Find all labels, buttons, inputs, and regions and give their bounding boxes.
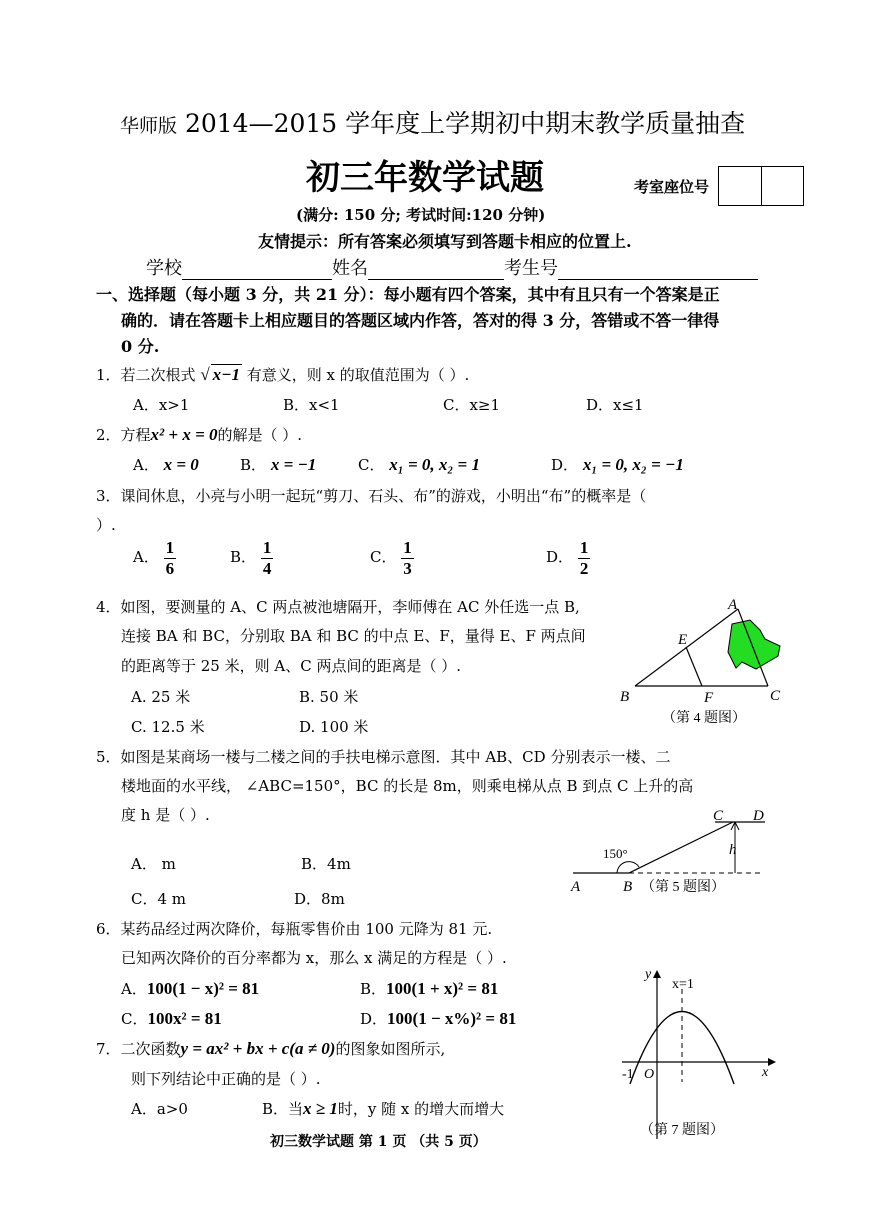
seat-cell [719,167,761,205]
q7-figure [612,964,782,1144]
angle-label: 150° [603,846,628,861]
option-label: A． [133,456,159,474]
label-c: C [770,688,781,704]
q4-option-d: D. 100 米 [299,718,369,736]
option-label: D． [546,548,574,567]
numerator: 1 [165,538,175,557]
seat-cell [761,167,804,205]
height-arrow-top [735,822,739,830]
option-label: B． [230,548,257,567]
y-axis-arrow [653,970,661,978]
q2-option-a [133,454,199,475]
label-a: A [728,597,738,613]
symmetry-label: x=1 [672,977,694,992]
friendly-tip: 友情提示：所有答案必须填写到答题卡相应的位置上. [258,232,632,251]
q2-equation: x² + x = 0 [150,425,218,444]
q7-option-b [262,1098,504,1119]
seat-number-box [718,166,804,206]
question-1 [96,364,469,385]
option-label: B．当 [262,1100,304,1118]
pond-shape [728,620,780,669]
numerator: 1 [579,538,589,557]
neg-one-label: -1 [622,1067,634,1082]
section-heading-line2: 确的．请在答题卡上相应题目的答题区域内作答，答对的得 3 分，答错或不答一律得 [121,311,720,330]
q5-option-b: B．4m [301,855,351,873]
y-label: y [645,967,652,982]
escalator-bc [629,822,733,873]
question-4-line2: 连接 BA 和 BC，分别取 BA 和 BC 的中点 E、F，量得 E、F 两点间 [121,627,586,645]
edition-label: 华师版 [120,115,178,137]
question-4-line3: 的距离等于 25 米，则 A、C 两点间的距离是（ ）. [121,657,462,675]
label-f: F [704,690,714,706]
option-label: C． [370,548,397,567]
page-footer: 初三数学试题 第 1 页 （共 5 页） [270,1134,487,1150]
option-math: x₁ = 0, x₂ = −1 [582,455,684,474]
question-7 [96,1038,445,1059]
denominator: 6 [165,558,175,578]
question-2 [96,424,302,445]
question-4-line1: 4．如图，要测量的 A、C 两点被池塘隔开，李师傅在 AC 外任选一点 B, [96,598,580,616]
option-text: 时，y 随 x 的增大而增大 [337,1100,505,1118]
option-label: A． [121,980,147,998]
q6-option-a [121,978,259,999]
fig5-caption: （第 5 题图） [641,880,725,895]
label-d: D [753,808,764,824]
q7-equation: y = ax² + bx + c(a ≠ 0) [180,1039,336,1058]
student-info-row [146,254,758,280]
q5-option-a: A． m [131,855,176,873]
q1-option-a: A．x>1 [133,396,190,414]
q4-option-a: A. 25 米 [131,688,191,706]
fig7-caption: （第 7 题图） [640,1123,724,1138]
radicand: x−1 [212,365,240,384]
question-7-line2: 则下列结论中正确的是（ ）. [131,1070,321,1088]
x-axis-arrow [768,1058,776,1066]
q2-option-b [240,454,316,475]
option-label: C． [121,1010,148,1028]
section-heading-line1: 一、选择题（每小题 3 分，共 21 分）：每小题有四个答案，其中有且只有一个答案是正 [96,285,720,304]
q6-option-b [360,978,498,999]
q2-stem: 2．方程 [96,426,151,444]
x-label: x [762,1065,769,1080]
question-3: 3．课间休息，小亮与小明一起玩“剪刀、石头、布”的游戏，小明出“布”的概率是（ [96,487,647,505]
q5-option-d: D．8m [294,890,345,908]
q3-option-d [546,538,590,578]
question-6-line1: 6．某药品经过两次降价，每瓶零售价由 100 元降为 81 元. [96,920,493,938]
option-label: B． [360,980,387,998]
denominator: 2 [579,558,589,578]
id-label: 考生号 [504,258,558,279]
q3-option-a [133,538,176,578]
denominator: 4 [262,558,272,578]
label-h: h [729,842,737,858]
option-label: C． [358,456,385,474]
label-b: B [623,879,633,895]
numerator: 1 [262,538,272,557]
option-label: B． [240,456,267,474]
id-blank [558,261,758,280]
q4-option-b: B. 50 米 [299,688,359,706]
option-label: A． [133,548,159,567]
school-blank [182,261,332,280]
exam-header-text: 2014—2015 学年度上学期初中期末教学质量抽查 [177,109,746,138]
option-math: x = −1 [270,455,317,474]
q5-figure [565,800,775,900]
q1-option-c: C．x≥1 [443,396,501,414]
q6-option-d [360,1008,516,1029]
section-heading-line3: 0 分. [121,337,160,356]
q7-option-a: A．a>0 [131,1100,188,1118]
option-math: 100(1 − x%)² = 81 [387,1009,517,1028]
exam-header [120,104,745,140]
school-label: 学校 [146,258,182,279]
q1-stem-end: 有意义，则 x 的取值范围为（ ）. [246,366,470,384]
q3-option-b [230,538,273,578]
q4-figure [610,594,795,734]
fraction [261,538,274,578]
q2-stem-end: 的解是（ ）. [217,426,303,444]
exam-meta: (满分: 150 分; 考试时间:120 分钟) [296,206,546,224]
name-label: 姓名 [332,258,368,279]
option-math: 100(1 − x)² = 81 [146,979,260,998]
option-label: D． [551,456,579,474]
question-6-line2: 已知两次降价的百分率都为 x，那么 x 满足的方程是（ ）. [121,949,507,967]
q4-option-c: C. 12.5 米 [131,718,205,736]
origin-label: O [644,1067,655,1082]
fraction [164,538,177,578]
question-5-line1: 5．如图是某商场一楼与二楼之间的手扶电梯示意图．其中 AB、CD 分别表示一楼、二 [96,748,671,766]
numerator: 1 [403,538,412,557]
q3-option-c [370,538,414,578]
fraction [578,538,591,578]
q1-option-d: D．x≤1 [586,396,644,414]
option-math: x₁ = 0, x₂ = 1 [389,455,480,474]
segment-ef [686,647,702,686]
option-math: x ≥ 1 [303,1099,338,1118]
fraction [401,538,414,578]
q5-option-c: C．4 m [131,890,187,908]
q2-option-c [358,454,480,475]
label-b: B [620,689,630,705]
q1-option-b: B．x<1 [283,396,340,414]
question-3-end: ）. [96,516,116,534]
page-title: 初三年数学试题 [306,158,544,198]
denominator: 3 [403,558,412,578]
q2-option-d [551,454,684,475]
label-c: C [713,808,724,824]
name-blank [368,261,504,280]
option-math: x = 0 [163,455,199,474]
q1-stem: 1．若二次根式 [96,366,196,384]
question-5-line2: 楼地面的水平线， ∠ABC=150°，BC 的长是 8m，则乘电梯从点 B 到点 C 上升的高 [121,777,694,795]
option-math: 100x² = 81 [147,1009,222,1028]
q6-option-c [121,1008,222,1029]
angle-arc [617,862,639,873]
label-e: E [678,632,688,648]
option-label: D． [360,1010,388,1028]
q7-stem: 7．二次函数 [96,1040,181,1058]
radical-expression: √ x−1 [200,365,240,384]
label-a: A [571,879,581,895]
q7-stem-end: 的图象如图所示, [335,1040,446,1058]
question-5-line3: 度 h 是（ ）. [121,806,210,824]
seat-label: 考室座位号 [634,178,710,196]
fig4-caption: （第 4 题图） [662,711,746,726]
option-math: 100(1 + x)² = 81 [386,979,499,998]
